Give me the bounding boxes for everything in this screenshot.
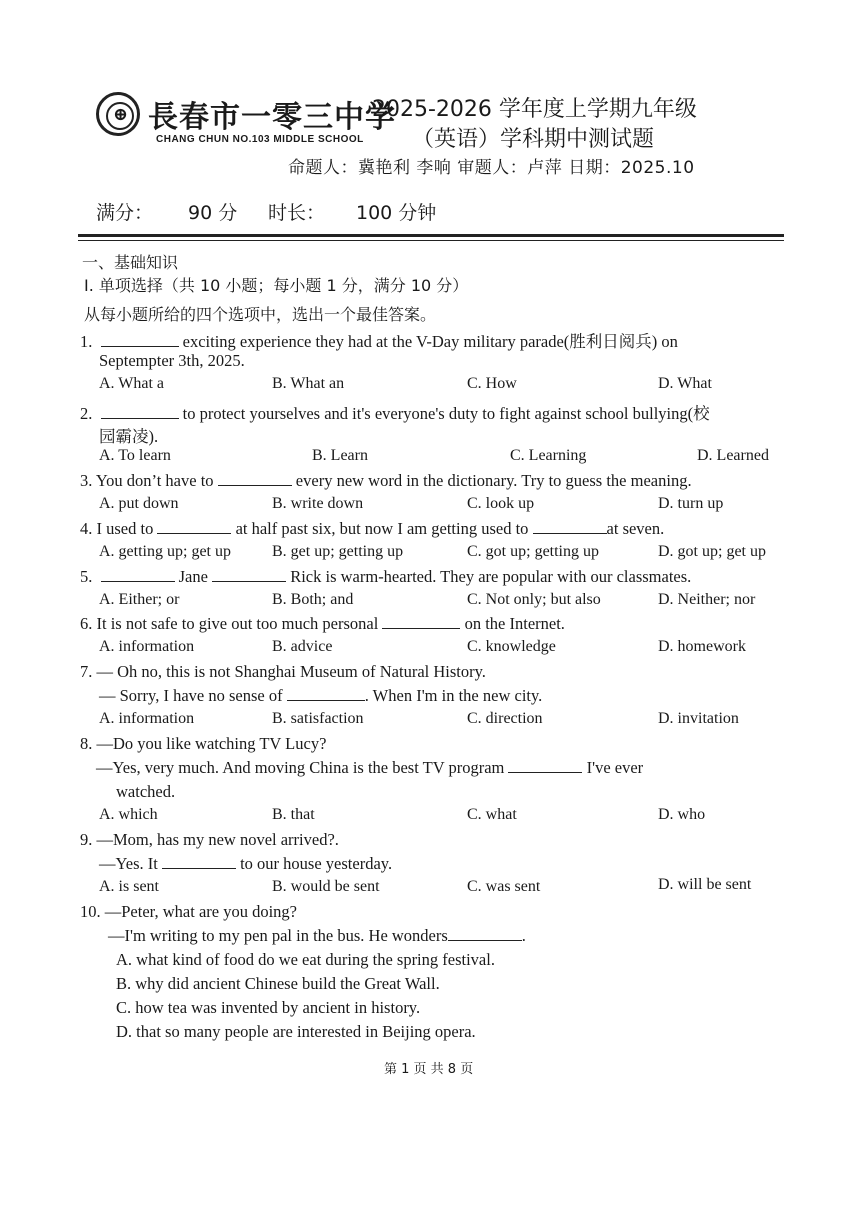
option-d: D. invitation xyxy=(658,710,739,727)
question-text: —Yes. It xyxy=(99,854,162,873)
option-a: A. Either; or xyxy=(99,591,180,608)
option-b: B. Learn xyxy=(312,447,368,464)
full-score-label: 满分： xyxy=(96,202,154,224)
option-d: D. will be sent xyxy=(658,876,752,893)
option-b: B. why did ancient Chinese build the Great Wall. xyxy=(116,974,440,993)
question-text: at seven. xyxy=(606,519,665,538)
option-c: C. knowledge xyxy=(467,638,556,655)
question-10 xyxy=(80,902,297,922)
question-1-line2: Septempter 3th, 2025. xyxy=(99,351,245,370)
question-number: 1. xyxy=(80,332,93,351)
answer-blank xyxy=(218,485,292,486)
header-divider xyxy=(78,234,784,237)
question-7-line2 xyxy=(99,686,542,706)
option-d: D. homework xyxy=(658,638,746,655)
option-a: A. information xyxy=(99,638,195,655)
question-text: —Yes, very much. And moving China is the best TV program xyxy=(96,758,509,777)
question-number: 6. xyxy=(80,614,93,633)
answer-blank xyxy=(533,533,607,534)
option-c: C. got up; getting up xyxy=(467,543,599,560)
option-d: D. that so many people are interested in Beijing opera. xyxy=(116,1022,476,1041)
question-number: 8. xyxy=(80,734,93,753)
answer-blank xyxy=(382,628,460,629)
option-a: A. put down xyxy=(99,495,179,512)
question-text: —Do you like watching TV Lucy? xyxy=(96,734,327,753)
option-b: B. write down xyxy=(272,495,364,512)
question-number: 4. xyxy=(80,519,93,538)
answer-blank xyxy=(101,346,179,347)
school-name-cn: 長春市一零三中学 xyxy=(148,100,396,135)
question-text: — Sorry, I have no sense of xyxy=(99,686,287,705)
question-1 xyxy=(80,328,678,352)
answer-blank xyxy=(157,533,231,534)
option-a: A. To learn xyxy=(99,447,171,464)
exam-title-line2: （英语）学科期中测试题 xyxy=(412,127,655,152)
question-6 xyxy=(80,614,565,634)
exam-authors: 命题人：冀艳利 李响 审题人：卢萍 日期：2025.10 xyxy=(288,158,695,178)
question-2 xyxy=(80,400,710,424)
question-2-line2: 园霸凌). xyxy=(99,427,159,446)
question-text: . When I'm in the new city. xyxy=(364,686,543,705)
question-text: I used to xyxy=(96,519,158,538)
option-b: B. satisfaction xyxy=(272,710,364,727)
question-text: I've ever xyxy=(582,758,644,777)
option-d: D. got up; get up xyxy=(658,543,766,560)
question-number: 9. xyxy=(80,830,93,849)
answer-blank xyxy=(287,700,365,701)
school-logo xyxy=(96,92,140,136)
question-text: every new word in the dictionary. Try to guess the meaning. xyxy=(291,471,692,490)
part-title: I. 单项选择（共 10 小题；每小题 1 分，满分 10 分） xyxy=(84,276,469,295)
school-name-en: CHANG CHUN NO.103 MIDDLE SCHOOL xyxy=(156,134,364,145)
full-score-value: 90 分 xyxy=(188,202,238,224)
answer-blank xyxy=(212,581,286,582)
question-text: Rick is warm-hearted. They are popular with our classmates. xyxy=(286,567,692,586)
option-a: A. which xyxy=(99,806,158,823)
question-text: —Mom, has my new novel arrived?. xyxy=(96,830,339,849)
option-d: D. What xyxy=(658,375,712,392)
option-a: A. What a xyxy=(99,375,165,392)
question-8-line2 xyxy=(96,758,643,778)
question-text: Jane xyxy=(174,567,213,586)
option-b: B. would be sent xyxy=(272,878,380,895)
question-number: 2. xyxy=(80,404,93,423)
option-a: A. getting up; get up xyxy=(99,543,231,560)
option-c: C. Not only; but also xyxy=(467,591,601,608)
question-9-line2 xyxy=(99,854,392,874)
question-text: exciting experience they had at the V-Day military parade(胜利日阅兵) on xyxy=(178,332,678,351)
question-8 xyxy=(80,734,326,754)
answer-blank xyxy=(508,772,582,773)
option-c: C. Learning xyxy=(510,447,587,464)
section-title: 一、基础知识 xyxy=(82,253,179,272)
option-c: C. direction xyxy=(467,710,543,727)
option-d: D. turn up xyxy=(658,495,724,512)
option-a: A. what kind of food do we eat during the spring festival. xyxy=(116,950,495,969)
question-number: 7. xyxy=(80,662,93,681)
option-b: B. Both; and xyxy=(272,591,354,608)
question-number: 5. xyxy=(80,567,93,586)
exam-title-line1: 2025-2026 学年度上学期九年级 xyxy=(372,97,697,122)
question-text: to our house yesterday. xyxy=(235,854,393,873)
question-8-line3: watched. xyxy=(116,782,176,801)
option-c: C. what xyxy=(467,806,517,823)
option-b: B. get up; getting up xyxy=(272,543,404,560)
question-text: at half past six, but now I am getting used to xyxy=(231,519,533,538)
option-a: A. is sent xyxy=(99,878,159,895)
instruction: 从每小题所给的四个选项中，选出一个最佳答案。 xyxy=(84,305,437,324)
question-text: You don’t have to xyxy=(95,471,218,490)
question-text: —I'm writing to my pen pal in the bus. He wonders xyxy=(108,926,448,945)
question-5 xyxy=(80,567,691,587)
option-a: A. information xyxy=(99,710,195,727)
question-number: 10. xyxy=(80,902,101,921)
option-d: D. Neither; nor xyxy=(658,591,756,608)
option-c: C. how tea was invented by ancient in history. xyxy=(116,998,421,1017)
question-text: —Peter, what are you doing? xyxy=(104,902,297,921)
question-number: 3. xyxy=(80,471,93,490)
duration-label: 时长： xyxy=(268,202,326,224)
question-text: to protect yourselves and it's everyone's duty to fight against school bullying(校 xyxy=(178,404,710,423)
logo-emblem-icon: ⊕ xyxy=(113,104,129,124)
option-b: B. What an xyxy=(272,375,345,392)
option-c: C. was sent xyxy=(467,878,541,895)
option-c: C. How xyxy=(467,375,517,392)
answer-blank xyxy=(101,418,179,419)
question-3 xyxy=(80,471,692,491)
question-text: — Oh no, this is not Shanghai Museum of Natural History. xyxy=(96,662,486,681)
question-text: on the Internet. xyxy=(460,614,565,633)
answer-blank xyxy=(101,581,175,582)
option-b: B. that xyxy=(272,806,315,823)
option-d: D. who xyxy=(658,806,706,823)
duration-value: 100 分钟 xyxy=(356,202,437,224)
page-footer: 第 1 页 共 8 页 xyxy=(384,1062,474,1077)
question-10-line2 xyxy=(108,926,526,946)
question-text: . xyxy=(521,926,526,945)
option-c: C. look up xyxy=(467,495,535,512)
header-divider-thin xyxy=(78,240,784,241)
question-text: It is not safe to give out too much personal xyxy=(96,614,383,633)
question-7 xyxy=(80,662,486,682)
option-d: D. Learned xyxy=(697,447,769,464)
question-9 xyxy=(80,830,339,850)
question-4 xyxy=(80,519,664,539)
answer-blank xyxy=(448,940,522,941)
option-b: B. advice xyxy=(272,638,333,655)
answer-blank xyxy=(162,868,236,869)
